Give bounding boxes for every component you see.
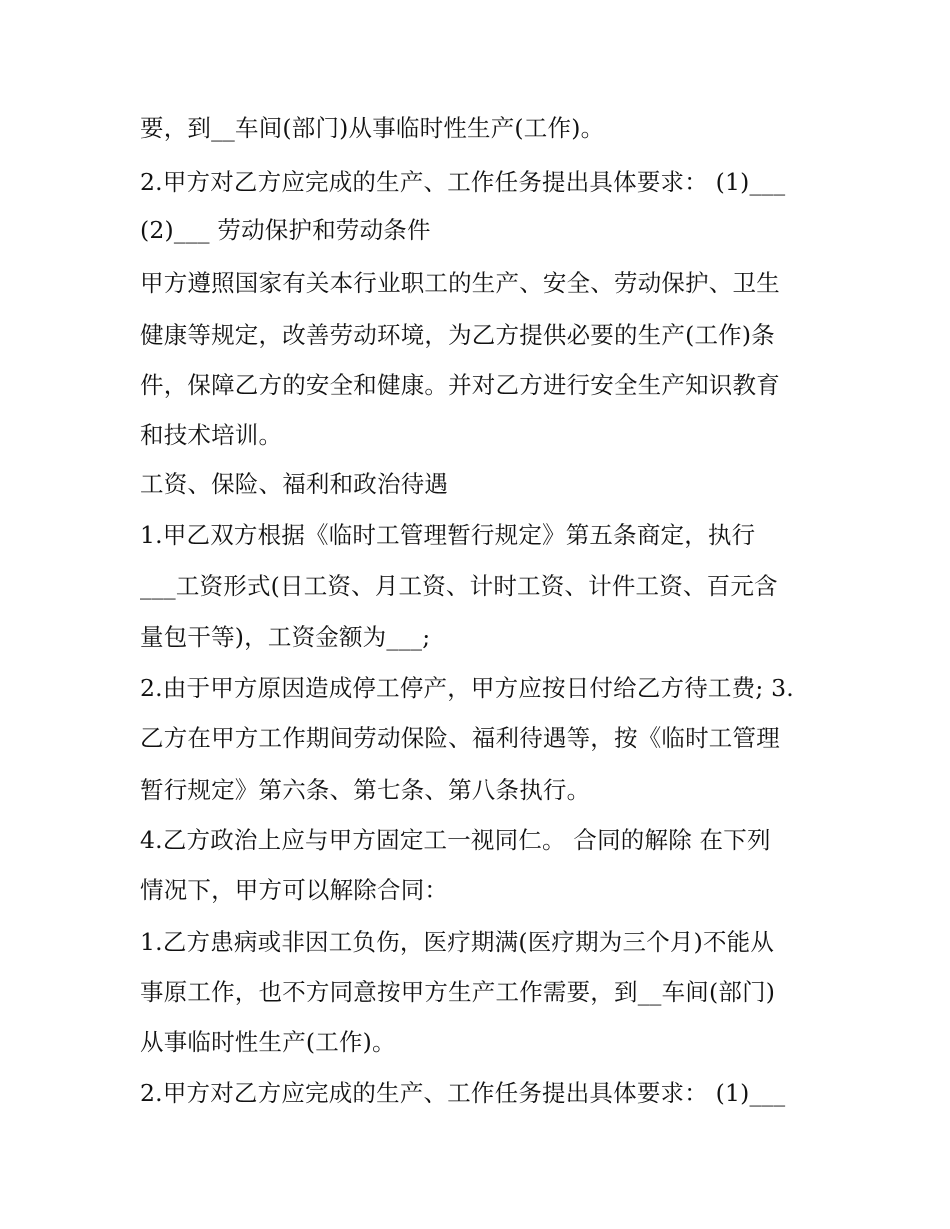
text-line: 事原工作，也不方同意按甲方生产工作需要，到__车间(部门) <box>140 978 776 1006</box>
section-heading: 工资、保险、福利和政治待遇 <box>140 470 449 498</box>
text-line: 2.甲方对乙方应完成的生产、工作任务提出具体要求： (1)___ <box>140 168 786 196</box>
text-line: 2.由于甲方原因造成停工停产，甲方应按日付给乙方待工费; 3. <box>140 674 794 702</box>
text-line: ___工资形式(日工资、月工资、计时工资、计件工资、百元含 <box>140 572 778 600</box>
text-line: 甲方遵照国家有关本行业职工的生产、安全、劳动保护、卫生 <box>140 269 780 297</box>
text-line: 件，保障乙方的安全和健康。并对乙方进行安全生产知识教育 <box>140 371 780 399</box>
text-line: (2)___ 劳动保护和劳动条件 <box>140 216 431 244</box>
text-line: 乙方在甲方工作期间劳动保险、福利待遇等，按《临时工管理 <box>140 724 780 752</box>
text-line: 量包干等)，工资金额为___; <box>140 623 431 651</box>
text-line: 暂行规定》第六条、第七条、第八条执行。 <box>140 776 591 804</box>
text-line: 和技术培训。 <box>140 421 283 449</box>
text-line: 2.甲方对乙方应完成的生产、工作任务提出具体要求： (1)___ <box>140 1079 786 1107</box>
text-line: 从事临时性生产(工作)。 <box>140 1028 396 1056</box>
text-line: 1.甲乙双方根据《临时工管理暂行规定》第五条商定，执行 <box>140 521 756 549</box>
text-line: 4.乙方政治上应与甲方固定工一视同仁。 合同的解除 在下列 <box>140 826 771 854</box>
text-line: 情况下，甲方可以解除合同： <box>140 876 449 904</box>
text-line: 1.乙方患病或非因工负伤，医疗期满(医疗期为三个月)不能从 <box>140 928 775 956</box>
text-line: 要，到__车间(部门)从事临时性生产(工作)。 <box>140 114 605 142</box>
text-line: 健康等规定，改善劳动环境，为乙方提供必要的生产(工作)条 <box>140 321 775 349</box>
